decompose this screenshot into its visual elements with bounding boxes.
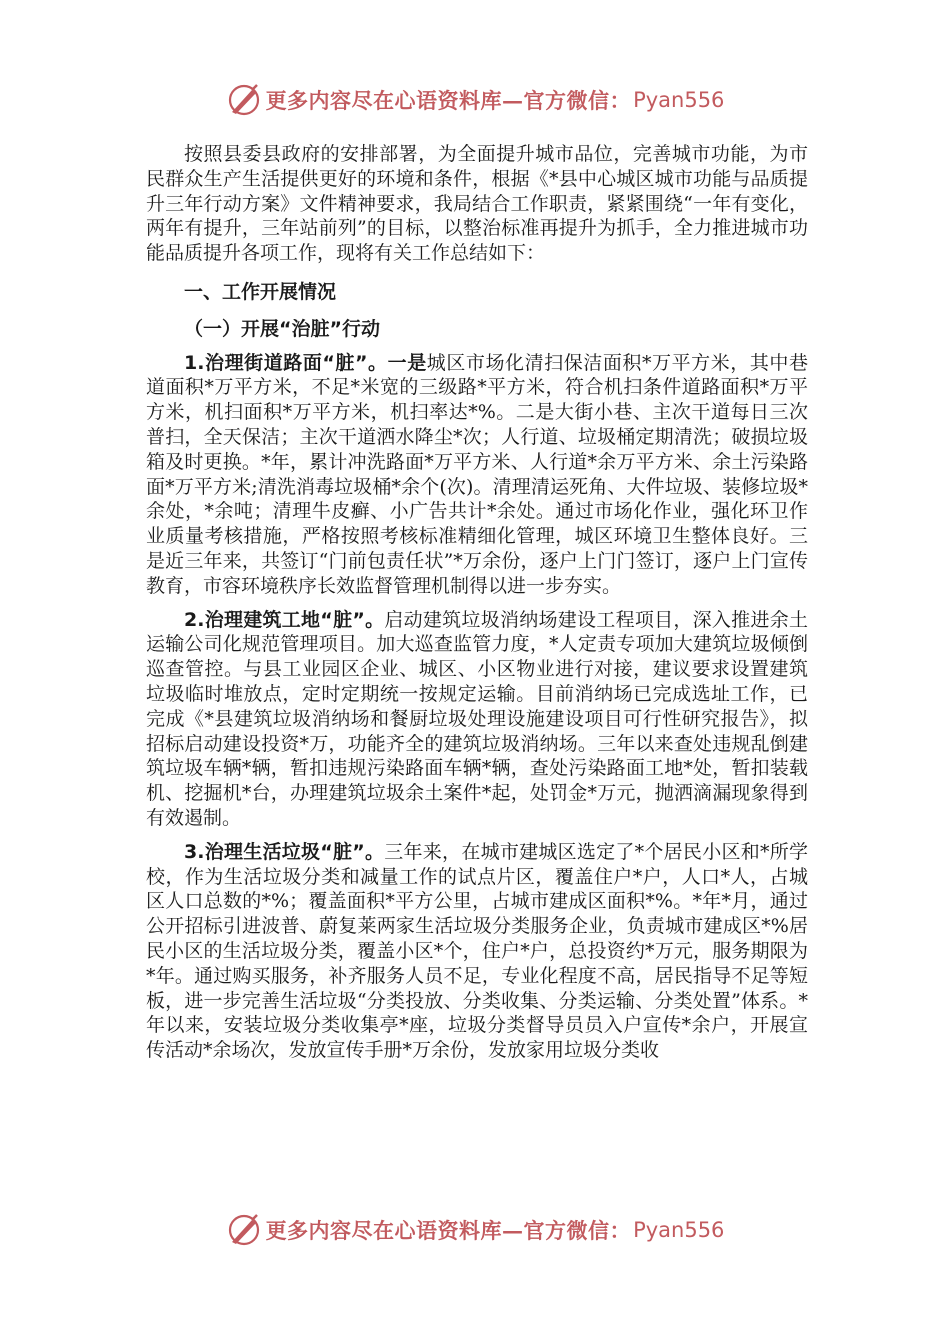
watermark-id: Pyan556	[633, 88, 725, 112]
watermark-text: 更多内容尽在心语资料库—官方微信：	[265, 1218, 632, 1243]
paragraph-3-text: 三年来，在城市建城区选定了*个居民小区和*所学校，作为生活垃圾分类和减量工作的试点片区，覆盖住户*户，人口*人，占城区人口总数的*%；覆盖面积*平方公里，占城市建成区面积*%。*年*月，通过公开招标引进波普、蔚复莱两家生活垃圾分类服务企业，负责城市建成区*%居民小区的生活垃圾分类，覆盖小区*个，住户*户，总投资约*万元，服务期限为*年。通过购买服务，补齐服务人员不足，专业化程度不高，居民指导不足等短板，进一步完善生活垃圾“分类投放、分类收集、分类运输、分类处置”体系。*年以来，安装垃圾分类收集亭*座，垃圾分类督导员员入户宣传*余户，开展宣传活动*余场次，发放宣传手册*万余份，发放家用垃圾分类收	[146, 840, 808, 1062]
paragraph-2-text: 启动建筑垃圾消纳场建设工程项目，深入推进余土运输公司化规范管理项目。加大巡查监管力度，*人定责专项加大建筑垃圾倾倒巡查管控。与县工业园区企业、城区、小区物业进行对接，建议要求设置建筑垃圾临时堆放点，定时定期统一按规定运输。目前消纳场已完成选址工作，已完成《*县建筑垃圾消纳场和餐厨垃圾处理设施建设项目可行性研究报告》，拟招标启动建设投资*万，功能齐全的建筑垃圾消纳场。三年以来查处违规乱倒建筑垃圾车辆*辆，暂扣违规污染路面车辆*辆，查处污染路面工地*处，暂扣装载机、挖掘机*台，办理建筑垃圾余土案件*起，处罚金*万元，抛洒滴漏现象得到有效遏制。	[146, 608, 808, 829]
watermark-banner-bottom	[0, 1210, 950, 1250]
subsection-heading: （一）开展“治脏”行动	[184, 317, 380, 340]
paragraph-1-text: 城区市场化清扫保洁面积*万平方米，其中巷道面积*万平方米，不足*米宽的三级路*平方米，符合机扫条件道路面积*万平方米，机扫面积*万平方米，机扫率达*%。二是大街小巷、主次干道每日三次普扫，全天保洁；主次干道洒水降尘*次；人行道、垃圾桶定期清洗；破损垃圾箱及时更换。*年，累计冲洗路面*万平方米、人行道*余万平方米、余土污染路面*万平方米;清洗消毒垃圾桶*余个(次)。清理清运死角、大件垃圾、装修垃圾*余处，*余吨；清理牛皮癣、小广告共计*余处。通过市场化作业，强化环卫作业质量考核措施，严格按照考核标准精细化管理，城区环境卫生整体良好。三是近三年来，共签订“门前包责任状”*万余份，逐户上门门签订，逐户上门宣传教育，市容环境秩序长效监督管理机制得以进一步夯实。	[146, 351, 808, 597]
document-body	[146, 142, 808, 1063]
paragraph-1-title: 1.治理街道路面“脏”。	[184, 351, 388, 374]
paragraph-1-title-2: 一是	[387, 351, 427, 374]
pen-circle-logo-icon	[226, 1212, 262, 1248]
paragraph-3	[146, 840, 808, 1063]
paragraph-3-title: 3.治理生活垃圾“脏”。	[184, 840, 385, 863]
watermark-text: 更多内容尽在心语资料库—官方微信：	[265, 88, 632, 113]
intro-paragraph: 按照县委县政府的安排部署，为全面提升城市品位，完善城市功能，为市民群众生产生活提供更好的环境和条件，根据《*县中心城区城市功能与品质提升三年行动方案》文件精神要求，我局结合工作职责，紧紧围绕“一年有变化，两年有提升，三年站前列”的目标，以整治标准再提升为抓手，全力推进城市功能品质提升各项工作，现将有关工作总结如下：	[146, 143, 808, 265]
paragraph-2-title: 2.治理建筑工地“脏”。	[184, 608, 385, 631]
paragraph-1	[146, 351, 808, 599]
paragraph-2	[146, 608, 808, 831]
watermark-id: Pyan556	[633, 1218, 725, 1242]
pen-circle-logo-icon	[226, 82, 262, 118]
watermark-banner-top	[0, 80, 950, 120]
section-heading: 一、工作开展情况	[184, 280, 337, 303]
